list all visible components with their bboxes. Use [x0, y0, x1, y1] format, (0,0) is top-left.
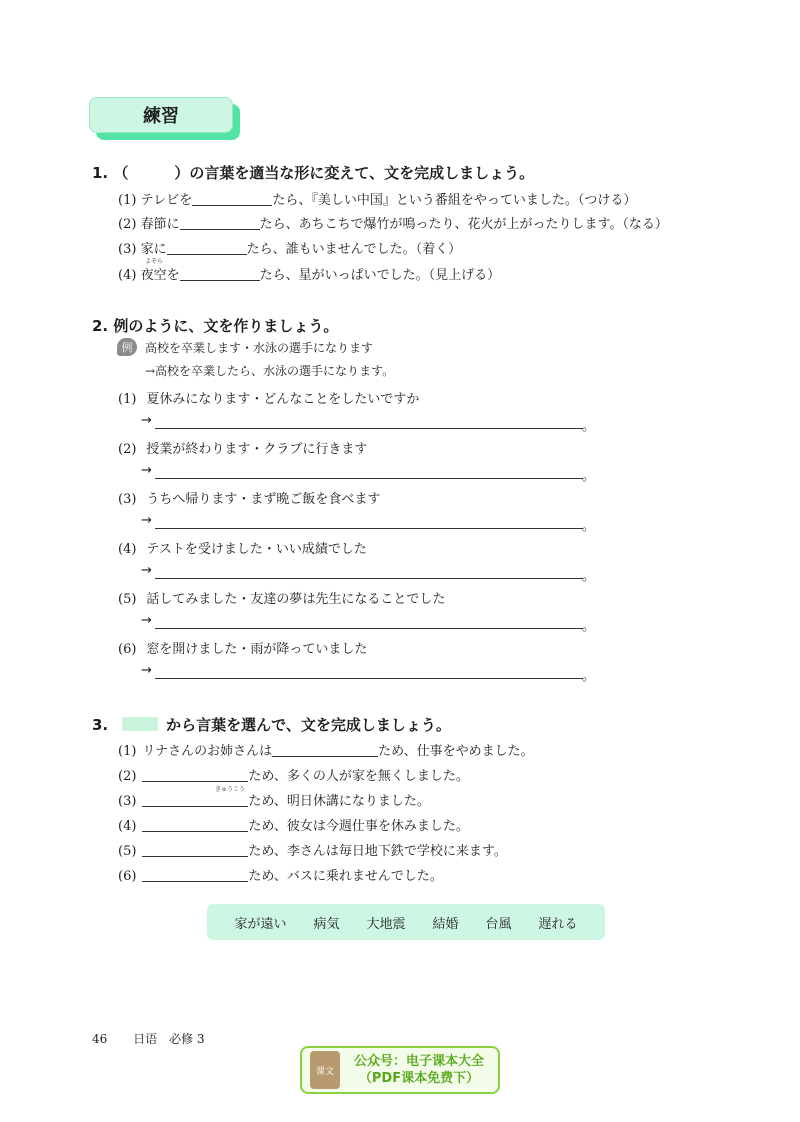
- q1-item-2: [118, 213, 668, 232]
- arrow-icon: →: [141, 613, 152, 628]
- fill-blank[interactable]: [272, 742, 378, 757]
- period-mark: 。: [582, 619, 596, 634]
- q3-number: 3.: [92, 716, 109, 734]
- fill-blank[interactable]: [142, 817, 248, 832]
- q2-item-1: [118, 388, 419, 407]
- item-number: (2): [118, 217, 137, 232]
- q2-item-6: [118, 638, 367, 657]
- fill-blank[interactable]: [142, 767, 248, 782]
- item-number: (5): [118, 844, 137, 859]
- item-number: (1): [118, 744, 137, 759]
- q1-instruction: ）の言葉を適当な形に変えて、文を完成しましょう。: [174, 164, 535, 182]
- item-number: (1): [118, 193, 137, 208]
- q1-item-3: [118, 238, 461, 257]
- item-pre: 春節に: [140, 217, 180, 232]
- stamp-text: [340, 1053, 498, 1087]
- answer-line[interactable]: [155, 428, 583, 429]
- item-number: (1): [118, 392, 137, 407]
- q2-item-3: [118, 488, 380, 507]
- item-number: (3): [118, 492, 137, 507]
- item-number: (3): [118, 242, 137, 257]
- item-post: たら、誰もいませんでした。（着く）: [246, 242, 462, 257]
- example-line-2: →高校を卒業したら、水泳の選手になります。: [145, 364, 395, 378]
- fill-blank[interactable]: [180, 215, 260, 230]
- item-pre: 家に: [140, 242, 167, 257]
- item-prompt: 授業が終わります・クラブに行きます: [146, 442, 368, 457]
- q2-item-2: [118, 438, 367, 457]
- item-post: ため、多くの人が家を無くしました。: [248, 769, 469, 784]
- item-number: (5): [118, 592, 137, 607]
- item-post: たら、星がいっぱいでした。（見上げる）: [259, 268, 501, 283]
- word-choice: 台風: [485, 916, 512, 932]
- fill-blank[interactable]: [192, 191, 272, 206]
- item-prompt: うちへ帰ります・まず晩ご飯を食べます: [146, 492, 381, 507]
- stamp-line-1: 公众号：电子课本大全: [353, 1054, 484, 1069]
- item-post: たら、『美しい中国』という番組をやっていました。（つける）: [272, 193, 637, 208]
- q3-item-6: [118, 865, 443, 884]
- q1-item-1: [118, 189, 636, 208]
- page-title-text: 練習: [143, 106, 179, 127]
- example-line-1: 高校を卒業します・水泳の選手になります: [145, 341, 374, 355]
- arrow-icon: →: [141, 563, 152, 578]
- word-choice: 結婚: [432, 916, 459, 932]
- q2-heading: 2. 例のように、文を作りましょう。: [92, 317, 339, 335]
- item-prompt: 窓を開けました・雨が降っていました: [146, 642, 368, 657]
- period-mark: 。: [582, 469, 596, 484]
- word-choice: 遅れる: [538, 916, 578, 932]
- item-prompt: テストを受けました・いい成績でした: [146, 542, 367, 557]
- word-choice: 家が遠い: [234, 916, 287, 932]
- item-post: ため、彼女は今週仕事を休みました。: [248, 819, 469, 834]
- arrow-icon: →: [141, 513, 152, 528]
- arrow-icon: →: [141, 463, 152, 478]
- period-mark: 。: [582, 669, 596, 684]
- item-number: (6): [118, 642, 137, 657]
- answer-line[interactable]: [155, 678, 583, 679]
- item-post: ため、バスに乗れませんでした。: [248, 869, 443, 884]
- fill-blank[interactable]: [142, 842, 248, 857]
- ruby-kyuukou: きゅうこう: [215, 786, 246, 793]
- q2-item-5: [118, 588, 445, 607]
- item-post: ため、仕事をやめました。: [378, 744, 534, 759]
- arrow-icon: →: [141, 663, 152, 678]
- item-post: ため、明日休講になりました。: [248, 794, 430, 809]
- arrow-icon: →: [141, 413, 152, 428]
- ruby-yozora: よぞら: [145, 258, 164, 265]
- item-number: (2): [118, 442, 137, 457]
- fill-blank[interactable]: [142, 867, 248, 882]
- fill-blank[interactable]: [167, 240, 247, 255]
- fill-blank[interactable]: [180, 266, 260, 281]
- period-mark: 。: [582, 519, 596, 534]
- q3-heading: [92, 714, 451, 735]
- item-number: (2): [118, 769, 137, 784]
- q3-item-4: [118, 815, 469, 834]
- q3-item-1: [118, 740, 534, 759]
- q1-heading: [92, 162, 534, 183]
- item-number: (4): [118, 542, 137, 557]
- word-choice-box: [207, 904, 605, 940]
- item-number: (4): [118, 268, 137, 283]
- watermark-stamp: [300, 1046, 500, 1094]
- word-choice: 病気: [313, 916, 340, 932]
- answer-line[interactable]: [155, 628, 583, 629]
- example-badge: 例: [117, 338, 137, 356]
- item-post: たら、あちこちで爆竹が鳴ったり、花火が上がったりします。（なる）: [259, 217, 668, 232]
- page-title: [89, 97, 233, 133]
- item-pre: リナさんのお姉さんは: [142, 744, 273, 759]
- word-choice: 大地震: [366, 916, 406, 932]
- q3-item-5: [118, 840, 507, 859]
- stamp-icon-text: 课文: [315, 1066, 334, 1077]
- book-icon: [310, 1051, 340, 1089]
- item-number: (4): [118, 819, 137, 834]
- page-number: 46: [92, 1032, 108, 1046]
- answer-line[interactable]: [155, 578, 583, 579]
- item-prompt: 話してみました・友達の夢は先生になることでした: [146, 592, 446, 607]
- q1-open-paren: （: [113, 164, 129, 182]
- page-footer: [92, 1030, 205, 1047]
- q3-item-3: [118, 790, 430, 809]
- book-title: 日语 必修 3: [133, 1032, 205, 1046]
- q1-number: 1.: [92, 164, 109, 182]
- answer-line[interactable]: [155, 528, 583, 529]
- word-box-marker: [122, 717, 158, 731]
- item-post: ため、李さんは毎日地下鉄で学校に来ます。: [248, 844, 507, 859]
- item-pre: テレビを: [140, 193, 193, 208]
- item-number: (3): [118, 794, 137, 809]
- fill-blank[interactable]: [142, 792, 248, 807]
- q3-instruction: から言葉を選んで、文を完成しましょう。: [166, 716, 451, 734]
- item-prompt: 夏休みになります・どんなことをしたいですか: [146, 392, 420, 407]
- q1-item-4: [118, 264, 500, 283]
- period-mark: 。: [582, 569, 596, 584]
- period-mark: 。: [582, 419, 596, 434]
- q2-item-4: [118, 538, 367, 557]
- stamp-line-2: （PDF课本免费下）: [358, 1071, 480, 1086]
- q3-item-2: [118, 765, 469, 784]
- item-number: (6): [118, 869, 137, 884]
- item-pre: 夜空を: [140, 268, 180, 283]
- answer-line[interactable]: [155, 478, 583, 479]
